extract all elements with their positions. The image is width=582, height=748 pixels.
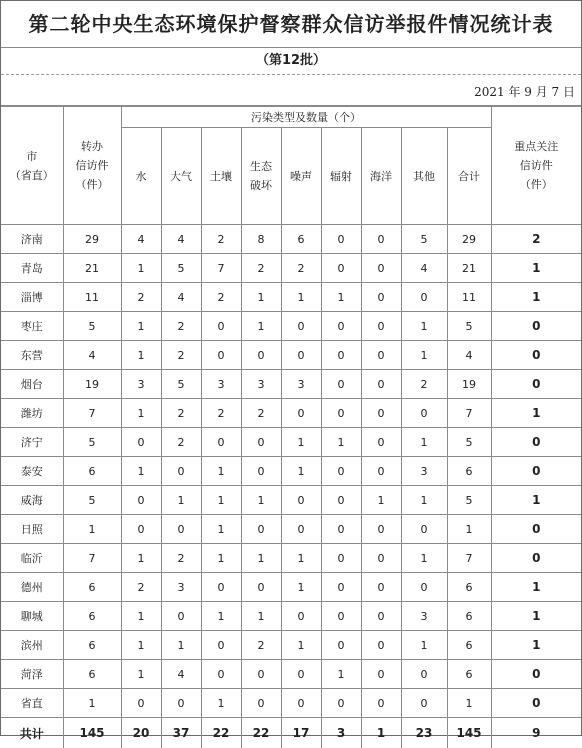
value-cell: 0: [361, 370, 401, 399]
table-body: [1, 225, 581, 748]
value-cell: 0: [201, 660, 241, 689]
value-cell: 1: [361, 718, 401, 748]
header-pollution-group: 污染类型及数量（个）: [121, 107, 491, 128]
city-cell: 日照: [1, 515, 63, 544]
value-cell: 6: [63, 573, 121, 602]
value-cell: 2: [161, 312, 201, 341]
value-cell: 0: [321, 341, 361, 370]
key-case-cell: 0: [491, 312, 581, 341]
value-cell: 6: [447, 457, 491, 486]
value-cell: 0: [321, 457, 361, 486]
value-cell: 1: [241, 486, 281, 515]
value-cell: 0: [361, 631, 401, 660]
value-cell: 1: [401, 544, 447, 573]
total-row: [1, 718, 581, 748]
value-cell: 0: [361, 660, 401, 689]
value-cell: 0: [161, 457, 201, 486]
value-cell: 1: [241, 544, 281, 573]
value-cell: 5: [447, 486, 491, 515]
value-cell: 0: [361, 457, 401, 486]
value-cell: 1: [121, 544, 161, 573]
table-row: [1, 457, 581, 486]
value-cell: 1: [401, 312, 447, 341]
value-cell: 6: [447, 573, 491, 602]
value-cell: 0: [361, 399, 401, 428]
table-row: [1, 283, 581, 312]
value-cell: 1: [161, 486, 201, 515]
value-cell: 1: [241, 283, 281, 312]
value-cell: 6: [63, 457, 121, 486]
city-cell: 青岛: [1, 254, 63, 283]
city-cell: 滨州: [1, 631, 63, 660]
value-cell: 4: [63, 341, 121, 370]
city-cell: 临沂: [1, 544, 63, 573]
header-type: 大气: [161, 128, 201, 225]
key-case-cell: 0: [491, 544, 581, 573]
value-cell: 0: [321, 370, 361, 399]
value-cell: 5: [161, 254, 201, 283]
value-cell: 5: [161, 370, 201, 399]
table-row: [1, 254, 581, 283]
city-cell: 省直: [1, 689, 63, 718]
value-cell: 5: [63, 312, 121, 341]
key-case-cell: 1: [491, 486, 581, 515]
value-cell: 0: [281, 689, 321, 718]
value-cell: 4: [161, 660, 201, 689]
value-cell: 5: [447, 312, 491, 341]
value-cell: 0: [361, 689, 401, 718]
value-cell: 21: [447, 254, 491, 283]
value-cell: 0: [361, 283, 401, 312]
value-cell: 1: [241, 312, 281, 341]
city-cell: 共计: [1, 718, 63, 748]
value-cell: 20: [121, 718, 161, 748]
value-cell: 0: [361, 225, 401, 254]
value-cell: 1: [201, 544, 241, 573]
value-cell: 2: [161, 341, 201, 370]
key-case-cell: 0: [491, 515, 581, 544]
value-cell: 0: [281, 399, 321, 428]
value-cell: 0: [121, 428, 161, 457]
key-case-cell: 0: [491, 428, 581, 457]
value-cell: 1: [201, 486, 241, 515]
value-cell: 0: [361, 602, 401, 631]
key-case-cell: 0: [491, 341, 581, 370]
value-cell: 1: [201, 515, 241, 544]
value-cell: 0: [321, 573, 361, 602]
value-cell: 11: [447, 283, 491, 312]
city-cell: 东营: [1, 341, 63, 370]
value-cell: 7: [201, 254, 241, 283]
value-cell: 0: [361, 254, 401, 283]
value-cell: 4: [447, 341, 491, 370]
value-cell: 0: [281, 312, 321, 341]
value-cell: 2: [121, 573, 161, 602]
header-type: 合计: [447, 128, 491, 225]
value-cell: 0: [361, 312, 401, 341]
value-cell: 3: [281, 370, 321, 399]
value-cell: 2: [241, 399, 281, 428]
value-cell: 1: [121, 457, 161, 486]
city-cell: 德州: [1, 573, 63, 602]
header-type: 土壤: [201, 128, 241, 225]
value-cell: 7: [63, 544, 121, 573]
value-cell: 1: [121, 631, 161, 660]
value-cell: 0: [401, 689, 447, 718]
value-cell: 19: [447, 370, 491, 399]
table-row: [1, 341, 581, 370]
value-cell: 2: [161, 399, 201, 428]
report-date: 2021 年 9 月 7 日: [1, 75, 581, 106]
table-row: [1, 399, 581, 428]
city-cell: 泰安: [1, 457, 63, 486]
value-cell: 1: [63, 515, 121, 544]
table-row: [1, 515, 581, 544]
value-cell: 3: [401, 457, 447, 486]
value-cell: 11: [63, 283, 121, 312]
value-cell: 1: [281, 283, 321, 312]
value-cell: 7: [63, 399, 121, 428]
value-cell: 5: [447, 428, 491, 457]
value-cell: 17: [281, 718, 321, 748]
value-cell: 6: [447, 660, 491, 689]
value-cell: 0: [401, 573, 447, 602]
value-cell: 0: [161, 602, 201, 631]
value-cell: 21: [63, 254, 121, 283]
table-row: [1, 428, 581, 457]
value-cell: 1: [63, 689, 121, 718]
value-cell: 3: [401, 602, 447, 631]
key-case-cell: 0: [491, 457, 581, 486]
value-cell: 0: [201, 573, 241, 602]
value-cell: 1: [361, 486, 401, 515]
value-cell: 2: [201, 225, 241, 254]
value-cell: 2: [201, 283, 241, 312]
header-city: 市 （省直）: [1, 107, 63, 225]
city-cell: 济南: [1, 225, 63, 254]
value-cell: 37: [161, 718, 201, 748]
value-cell: 1: [121, 341, 161, 370]
value-cell: 0: [241, 689, 281, 718]
value-cell: 2: [281, 254, 321, 283]
value-cell: 0: [321, 515, 361, 544]
value-cell: 2: [241, 254, 281, 283]
key-case-cell: 9: [491, 718, 581, 748]
value-cell: 0: [321, 225, 361, 254]
value-cell: 2: [241, 631, 281, 660]
value-cell: 3: [121, 370, 161, 399]
city-cell: 菏泽: [1, 660, 63, 689]
value-cell: 1: [321, 428, 361, 457]
value-cell: 29: [447, 225, 491, 254]
value-cell: 6: [63, 631, 121, 660]
key-case-cell: 0: [491, 689, 581, 718]
city-cell: 淄博: [1, 283, 63, 312]
value-cell: 0: [321, 399, 361, 428]
value-cell: 1: [161, 631, 201, 660]
table-row: [1, 544, 581, 573]
table-row: [1, 660, 581, 689]
city-cell: 烟台: [1, 370, 63, 399]
value-cell: 1: [281, 428, 321, 457]
city-cell: 济宁: [1, 428, 63, 457]
value-cell: 1: [281, 573, 321, 602]
value-cell: 0: [241, 341, 281, 370]
value-cell: 4: [161, 225, 201, 254]
header-forwarded: 转办 信访件 （件）: [63, 107, 121, 225]
value-cell: 1: [201, 457, 241, 486]
table-row: [1, 602, 581, 631]
value-cell: 145: [63, 718, 121, 748]
key-case-cell: 0: [491, 660, 581, 689]
value-cell: 2: [401, 370, 447, 399]
key-case-cell: 1: [491, 254, 581, 283]
key-case-cell: 2: [491, 225, 581, 254]
table-row: [1, 631, 581, 660]
value-cell: 5: [401, 225, 447, 254]
value-cell: 8: [241, 225, 281, 254]
value-cell: 6: [447, 631, 491, 660]
key-case-cell: 1: [491, 602, 581, 631]
table-row: [1, 225, 581, 254]
table-row: [1, 370, 581, 399]
value-cell: 19: [63, 370, 121, 399]
value-cell: 0: [281, 341, 321, 370]
value-cell: 0: [361, 515, 401, 544]
key-case-cell: 1: [491, 283, 581, 312]
value-cell: 0: [281, 515, 321, 544]
value-cell: 0: [281, 602, 321, 631]
value-cell: 1: [121, 660, 161, 689]
value-cell: 1: [321, 660, 361, 689]
page-title: 第二轮中央生态环境保护督察群众信访举报件情况统计表: [1, 1, 581, 48]
value-cell: 0: [321, 689, 361, 718]
statistics-table: [1, 106, 581, 748]
header-type: 噪声: [281, 128, 321, 225]
value-cell: 1: [121, 602, 161, 631]
value-cell: 7: [447, 399, 491, 428]
value-cell: 0: [321, 544, 361, 573]
value-cell: 1: [281, 544, 321, 573]
value-cell: 0: [121, 486, 161, 515]
value-cell: 2: [121, 283, 161, 312]
value-cell: 2: [161, 428, 201, 457]
value-cell: 6: [447, 602, 491, 631]
value-cell: 3: [161, 573, 201, 602]
value-cell: 0: [401, 660, 447, 689]
value-cell: 0: [241, 428, 281, 457]
key-case-cell: 1: [491, 399, 581, 428]
value-cell: 5: [63, 428, 121, 457]
value-cell: 3: [321, 718, 361, 748]
value-cell: 2: [201, 399, 241, 428]
value-cell: 1: [281, 457, 321, 486]
header-type: 其他: [401, 128, 447, 225]
value-cell: 23: [401, 718, 447, 748]
value-cell: 0: [201, 428, 241, 457]
key-case-cell: 0: [491, 370, 581, 399]
table-row: [1, 312, 581, 341]
value-cell: 5: [63, 486, 121, 515]
batch-subtitle: （第12批）: [1, 48, 581, 75]
value-cell: 0: [321, 312, 361, 341]
value-cell: 0: [361, 573, 401, 602]
value-cell: 22: [201, 718, 241, 748]
value-cell: 0: [201, 312, 241, 341]
header-type: 海洋: [361, 128, 401, 225]
value-cell: 1: [121, 254, 161, 283]
table-row: [1, 573, 581, 602]
value-cell: 0: [201, 631, 241, 660]
city-cell: 聊城: [1, 602, 63, 631]
value-cell: 0: [121, 689, 161, 718]
city-cell: 潍坊: [1, 399, 63, 428]
value-cell: 29: [63, 225, 121, 254]
value-cell: 1: [121, 399, 161, 428]
value-cell: 0: [361, 341, 401, 370]
value-cell: 0: [401, 283, 447, 312]
value-cell: 0: [321, 631, 361, 660]
value-cell: 3: [201, 370, 241, 399]
value-cell: 145: [447, 718, 491, 748]
value-cell: 0: [281, 660, 321, 689]
value-cell: 1: [201, 602, 241, 631]
value-cell: 4: [401, 254, 447, 283]
value-cell: 7: [447, 544, 491, 573]
value-cell: 0: [321, 602, 361, 631]
table-row: [1, 486, 581, 515]
value-cell: 0: [281, 486, 321, 515]
value-cell: 1: [201, 689, 241, 718]
value-cell: 0: [201, 341, 241, 370]
city-cell: 枣庄: [1, 312, 63, 341]
value-cell: 1: [447, 515, 491, 544]
value-cell: 0: [321, 486, 361, 515]
value-cell: 1: [321, 283, 361, 312]
value-cell: 6: [63, 660, 121, 689]
value-cell: 2: [161, 544, 201, 573]
header-type: 生态 破坏: [241, 128, 281, 225]
value-cell: 0: [401, 515, 447, 544]
key-case-cell: 1: [491, 631, 581, 660]
value-cell: 0: [321, 254, 361, 283]
value-cell: 0: [361, 544, 401, 573]
value-cell: 4: [161, 283, 201, 312]
value-cell: 22: [241, 718, 281, 748]
value-cell: 0: [241, 515, 281, 544]
value-cell: 1: [281, 631, 321, 660]
value-cell: 0: [401, 399, 447, 428]
value-cell: 0: [241, 573, 281, 602]
value-cell: 0: [121, 515, 161, 544]
key-case-cell: 1: [491, 573, 581, 602]
value-cell: 1: [401, 341, 447, 370]
header-type: 辐射: [321, 128, 361, 225]
value-cell: 3: [241, 370, 281, 399]
value-cell: 0: [161, 689, 201, 718]
value-cell: 0: [161, 515, 201, 544]
value-cell: 1: [401, 631, 447, 660]
table-row: [1, 689, 581, 718]
value-cell: 1: [121, 312, 161, 341]
value-cell: 6: [281, 225, 321, 254]
value-cell: 4: [121, 225, 161, 254]
value-cell: 1: [401, 486, 447, 515]
header-type: 水: [121, 128, 161, 225]
value-cell: 1: [241, 602, 281, 631]
header-key-cases: 重点关注 信访件 （件）: [491, 107, 581, 225]
value-cell: 6: [63, 602, 121, 631]
value-cell: 0: [361, 428, 401, 457]
value-cell: 1: [401, 428, 447, 457]
city-cell: 威海: [1, 486, 63, 515]
value-cell: 1: [447, 689, 491, 718]
value-cell: 0: [241, 660, 281, 689]
value-cell: 0: [241, 457, 281, 486]
